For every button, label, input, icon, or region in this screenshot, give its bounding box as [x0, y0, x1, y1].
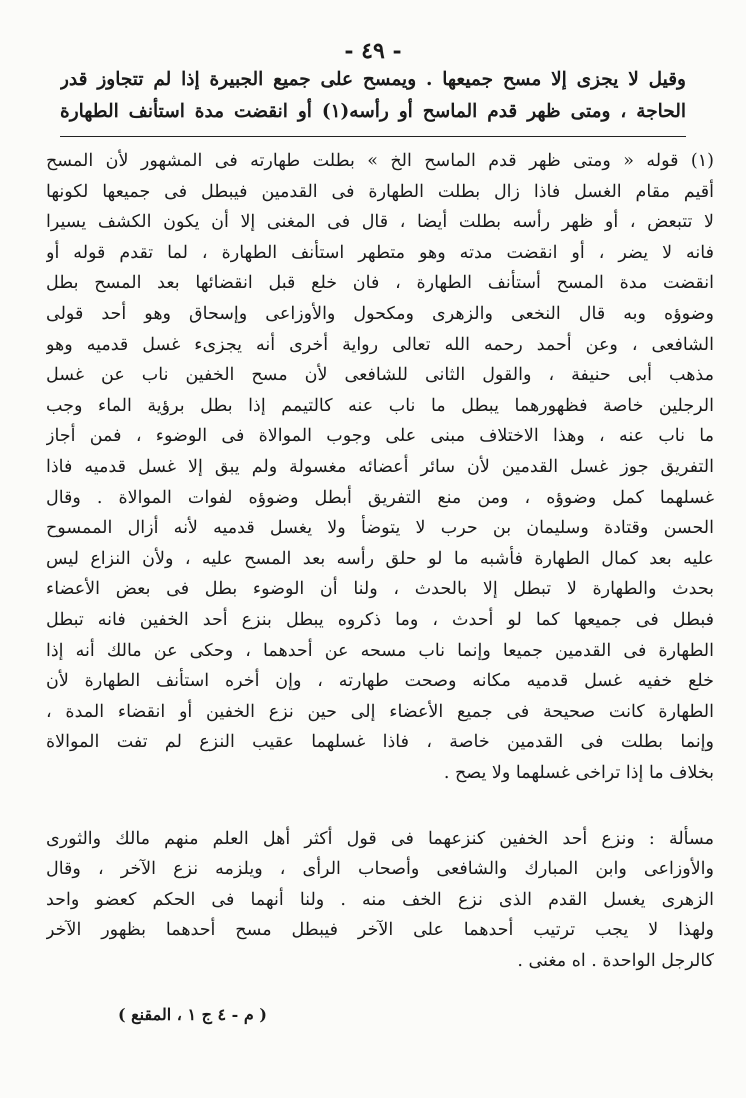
printer-signature: ( م - ٤ ج ١ ، المقنع )	[118, 1005, 267, 1024]
masala-line: والأوزاعى وابن المبارك والشافعى وأصحاب الرأى ، ويلزمه نزع الآخر ، وقال	[46, 859, 714, 880]
footnote-line: لا تتبعض ، أو ظهر رأسه بطلت أيضا ، قال فى المغنى إلا أن يكون الكشف يسيرا	[46, 212, 714, 233]
footnote-line: الطهارة كانت صحيحة فى جميع الأعضاء إلى حين نزع الخفين أو انقضاء المدة ،	[46, 701, 714, 722]
footnote-line: الطهارة فى القدمين جميعا وإنما ناب مسحه عن أحدهما ، وحكى عن مالك أنه إذا	[46, 640, 714, 661]
page-number: - ٤٩ -	[344, 38, 402, 64]
masala-paragraph	[46, 824, 714, 976]
footnote-line: فبطل فى جميعها كما لو أحدث ، وما ذكروه يبطل بنزع أحد الخفين فانه تبطل	[46, 609, 714, 630]
footnote-line: بحدث والطهارة لا تبطل إلا بالحدث ، ولنا أن الوضوء بطل فى بعض الأعضاء	[46, 579, 714, 600]
footnote-line: وضوؤه وبه قال النخعى والزهرى ومكحول والأوزاعى وإسحاق وهو أحد قولى	[46, 303, 714, 324]
footnote-line: انقضت مدة المسح أستأنف الطهارة ، فان خلع قبل انقضائها بعد المسح بطل	[46, 273, 714, 294]
footnote-line: ما ناب عنه ، وهذا الاختلاف مبنى على وجوب الموالاة فى الوضوء ، فمن أجاز	[46, 426, 714, 447]
footnote-line: فانه لا يضر ، أو انقضت مدته وهو متطهر استأنف الطهارة ، لما تقدم قوله أو	[46, 242, 714, 263]
footnote	[46, 146, 714, 788]
main-text-line: وقيل لا يجزى إلا مسح جميعها . ويمسح على جميع الجبيرة إذا لم تتجاوز قدر	[60, 69, 686, 90]
masala-line: كالرجل الواحدة . اه مغنى .	[517, 950, 714, 971]
footnote-line: بخلاف ما إذا تراخى غسلهما ولا يصح .	[443, 762, 714, 783]
footnote-separator	[60, 136, 686, 137]
footnote-line: مذهب أبى حنيفة ، والقول الثانى للشافعى لأن مسح الخفين ناب عن غسل	[46, 365, 714, 386]
footnote-line: الرجلين خاصة فظهورهما يبطل ما ناب عنه كالتيمم إذا بطل برؤية الماء وجب	[46, 395, 714, 416]
footnote-line: وإنما بطلت فى القدمين خاصة ، فاذا غسلهما عقيب النزع لم تفت الموالاة	[46, 732, 714, 753]
footnote-line: التفريق جوز غسل القدمين لأن سائر أعضائه مغسولة ولم يبق إلا غسل قدميه فاذا	[46, 456, 714, 477]
footnote-line: عليه بعد كمال الطهارة فأشبه ما لو حلق رأسه بعد المسح عليه ، ولأن النزاع ليس	[46, 548, 714, 569]
masala-line: ولهذا لا يجب ترتيب أحدهما على الآخر فيبطل مسح أحدهما بظهور الآخر	[46, 920, 714, 941]
masala-line: الزهرى يغسل القدم الذى نزع الخف منه . ولنا أنهما فى الحكم كعضو واحد	[46, 889, 714, 910]
main-text	[60, 64, 686, 128]
footnote-line: الحسن وقتادة وسليمان بن حرب لا يتوضأ ولا يغسل قدميه لأنه أزال الممسوح	[46, 518, 714, 539]
main-text-line: الحاجة ، ومتى ظهر قدم الماسح أو رأسه(١) أو انقضت مدة استأنف الطهارة	[60, 101, 686, 122]
footnote-line: أقيم مقام الغسل فاذا زال بطلت الطهارة فى القدمين فيبطل فى جميعها لكونها	[46, 181, 714, 202]
footnote-line: (١) قوله « ومتى ظهر قدم الماسح الخ » بطلت طهارته فى المشهور لأن المسح	[46, 151, 714, 171]
masala-line: مسألة : ونزع أحد الخفين كنزعهما فى قول أكثر أهل العلم منهم مالك والثورى	[46, 829, 714, 849]
footnote-line: خلع خفيه غسل قدميه مكانه وصحت طهارته ، وإن أخره استأنف الطهارة لأن	[46, 671, 714, 692]
footnote-line: غسلهما كمل وضوؤه ، ومن منع التفريق أبطل وضوؤه لفوات الموالاة . وقال	[46, 487, 714, 508]
footnote-line: الشافعى ، وعن أحمد رحمه الله تعالى رواية أخرى أنه يجزىء غسل قدميه وهو	[46, 334, 714, 355]
